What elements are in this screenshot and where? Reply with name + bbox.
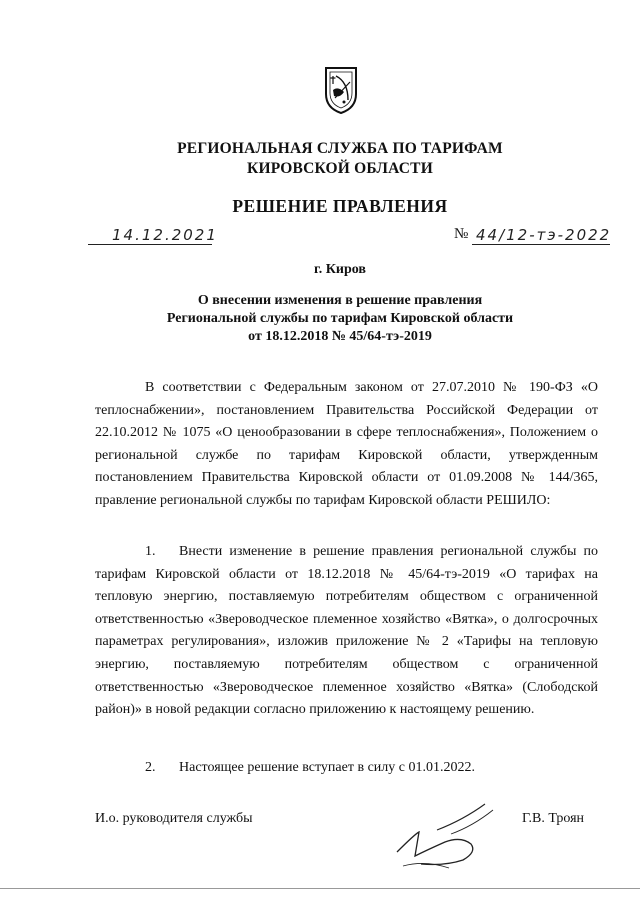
city: г. Киров bbox=[314, 262, 366, 277]
org-line-1: РЕГИОНАЛЬНАЯ СЛУЖБА ПО ТАРИФАМ bbox=[177, 140, 503, 157]
item-2 bbox=[95, 757, 598, 780]
handwritten-signature bbox=[385, 790, 505, 880]
subject-line-2: Региональной службы по тарифам Кировской области bbox=[166, 311, 514, 326]
subject-line-3: от 18.12.2018 № 45/64-тэ-2019 bbox=[248, 329, 432, 344]
number-sign: № bbox=[454, 226, 469, 242]
subject-line-1: О внесении изменения в решение правления bbox=[197, 293, 483, 308]
organization-name bbox=[60, 139, 620, 179]
org-line-2: КИРОВСКОЙ ОБЛАСТИ bbox=[247, 160, 433, 177]
document-date: 14.12.2021 bbox=[112, 226, 218, 244]
item-2-number: 2. bbox=[145, 760, 156, 775]
signer-name: Г.В. Троян bbox=[522, 811, 585, 826]
item-1-text: Внести изменение в решение правления региональной службы по тарифам Кировской области от 18.12.2018 № 45/64-тэ-2019 «О тарифах на тепловую энергию, поставляемую потребителям обществом с ограниченной ответственностью «Звероводческое племенное хозяйство «Вятка», о долгосрочных параметрах регулирования», изложив приложение № 2 «Тарифы на тепловую энергию, поставляемую потребителям обществом с ограниченной ответственностью «Звероводческое племенное хозяйство «Вятка» (Слободской район)» в новой редакции согласно приложению к настоящему решению. bbox=[95, 544, 598, 718]
coat-of-arms-icon bbox=[322, 64, 360, 116]
document-number: 44/12-тэ-2022 bbox=[476, 226, 612, 244]
intro-paragraph: В соответствии с Федеральным законом от 27.07.2010 № 190-ФЗ «О теплоснабжении», постановлением Правительства Российской Федерации от 22.10.2012 № 1075 «О ценообразовании в сфере теплоснабжения», Положением о региональной службе по тарифам Кировской области, утвержденным постановлением Правительства Кировской области от 01.09.2008 № 144/365, правление региональной службы по тарифам Кировской области РЕШИЛО: bbox=[95, 380, 598, 508]
signer-position: И.о. руководителя службы bbox=[95, 811, 253, 826]
item-1 bbox=[95, 541, 598, 722]
item-2-text: Настоящее решение вступает в силу с 01.01.2022. bbox=[179, 760, 475, 775]
item-1-number: 1. bbox=[145, 544, 156, 559]
subject bbox=[60, 292, 620, 346]
page-bottom-edge bbox=[0, 888, 640, 889]
decision-title: РЕШЕНИЕ ПРАВЛЕНИЯ bbox=[232, 196, 448, 216]
